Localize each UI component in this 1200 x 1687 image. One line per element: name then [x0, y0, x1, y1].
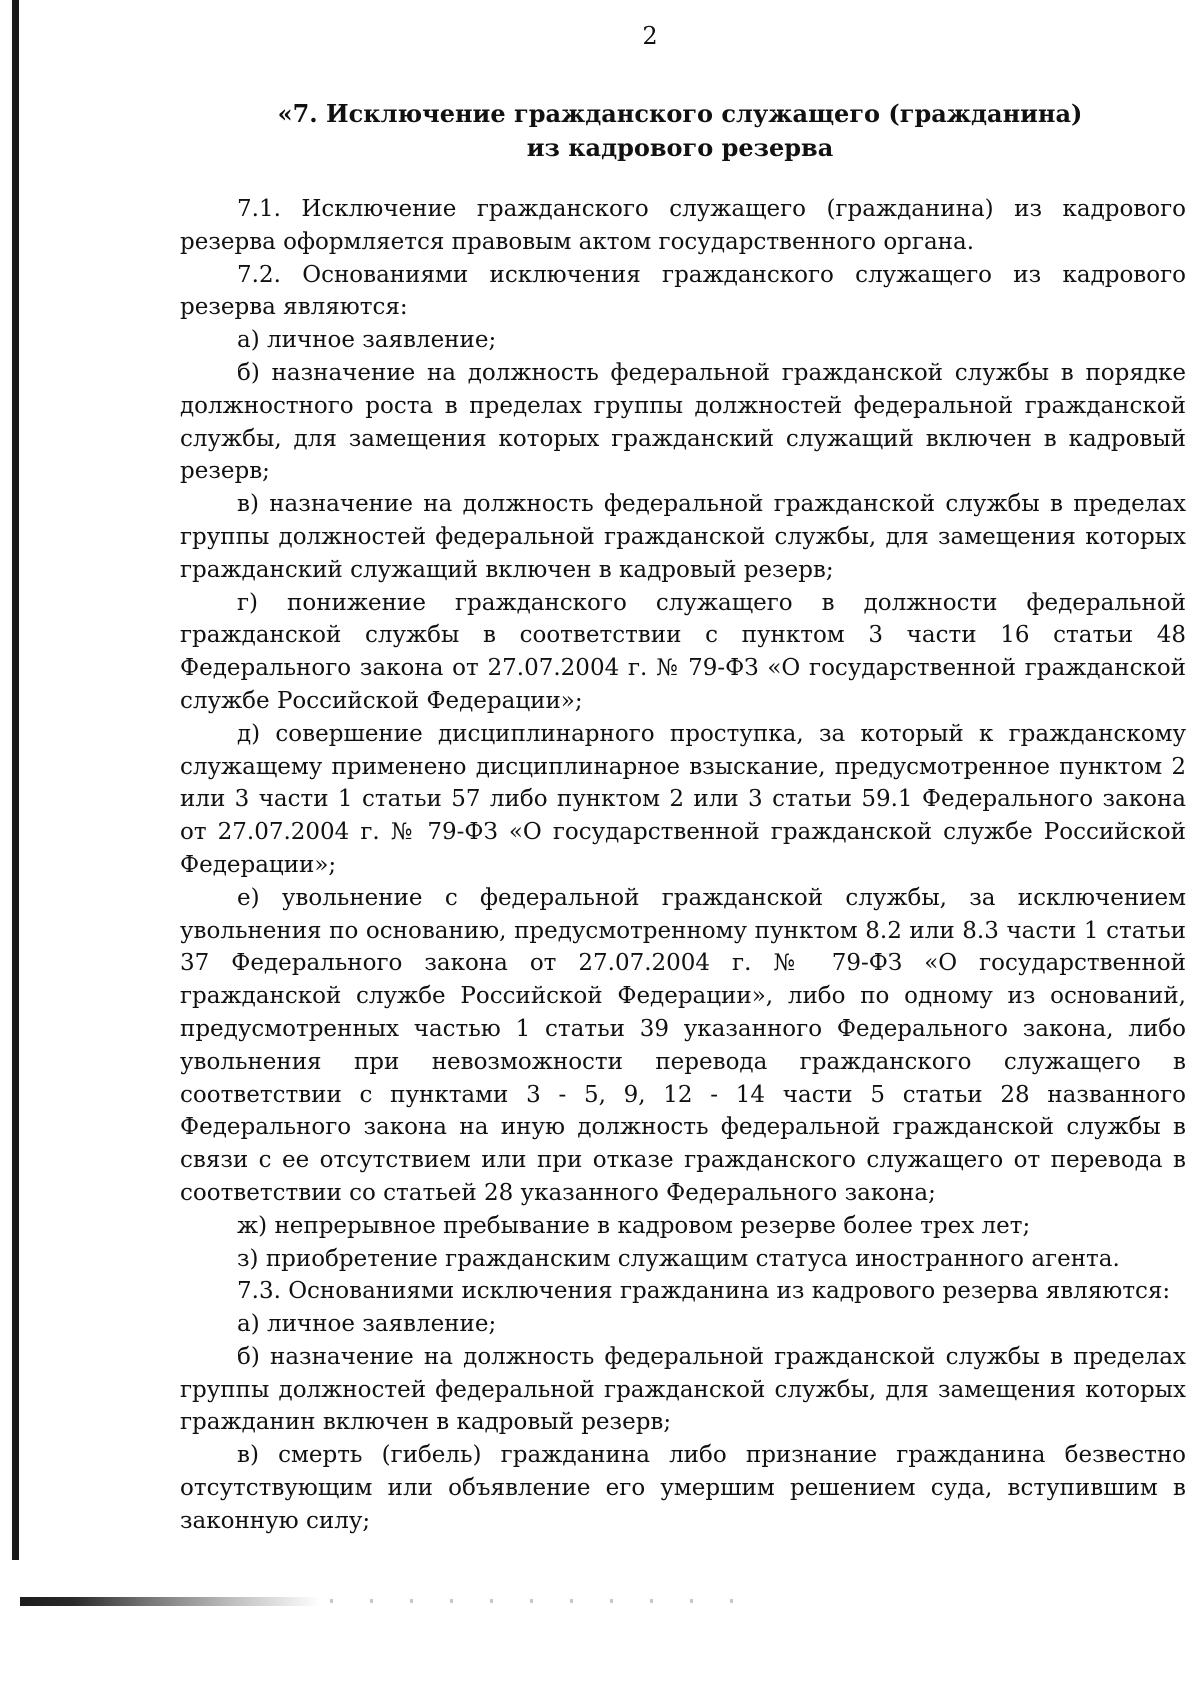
- scan-dots-mark: [330, 1599, 750, 1603]
- scan-edge-mark: [12, 0, 19, 1560]
- section-heading-line-2: из кадрового резерва: [526, 133, 834, 162]
- section-heading: [180, 97, 1180, 165]
- clause-7-2-b: б) назначение на должность федеральной гражданской службы в порядке должностного роста в пределах группы должностей федеральной гражданской службы, для замещения которых гражданский служащий включен в кадровый резерв;: [180, 359, 1186, 485]
- clause-7-3-v: в) смерть (гибель) гражданина либо признание гражданина безвестно отсутствующим или объявление его умершим решением суда, вступившим в законную силу;: [180, 1442, 1186, 1534]
- clause-7-2-e: е) увольнение с федеральной гражданской службы, за исключением увольнения по основанию, предусмотренному пунктом 8.2 или 8.3 части 1 статьи 37 Федерального закона от 27.07.2004 г. № 79-ФЗ «О государственной гражданской службе Российской Федерации», либо по одному из оснований, предусмотренных частью 1 статьи 39 указанного Федерального закона, либо увольнения при невозможности перевода гражданского служащего в соответствии с пунктами 3 - 5, 9, 12 - 14 части 5 статьи 28 названного Федерального закона на иную должность федеральной гражданской службы в связи с ее отсутствием или при отказе гражданского служащего от перевода в соответствии со статьей 28 указанного Федерального закона;: [180, 884, 1186, 1206]
- clause-7-2-v: в) назначение на должность федеральной гражданской службы в пределах группы должностей федеральной гражданской службы, для замещения которых гражданский служащий включен в кадровый резерв;: [180, 491, 1186, 583]
- clause-7-3-a: а) личное заявление;: [237, 1311, 497, 1338]
- scan-smudge-mark: [20, 1597, 320, 1606]
- clause-7-3-b: б) назначение на должность федеральной гражданской службы в пределах группы должностей федеральной гражданской службы, для замещения которых гражданин включен в кадровый резерв;: [180, 1343, 1186, 1436]
- clause-7-2-a: а) личное заявление;: [237, 327, 497, 354]
- clause-7-2-zh: ж) непрерывное пребывание в кадровом резерве более трех лет;: [237, 1212, 1031, 1239]
- clause-7-3: 7.3. Основаниями исключения гражданина из кадрового резерва являются:: [237, 1278, 1171, 1305]
- clause-7-1: 7.1. Исключение гражданского служащего (гражданина) из кадрового резерва оформляется правовым актом государственного органа.: [180, 196, 1186, 255]
- clause-7-2: 7.2. Основаниями исключения гражданского служащего из кадрового резерва являются:: [180, 261, 1186, 321]
- section-heading-line-1: «7. Исключение гражданского служащего (гражданина): [277, 99, 1083, 128]
- clause-7-2-d: д) совершение дисциплинарного проступка, за который к гражданскому служащему применено дисциплинарное взыскание, предусмотренное пунктом 2 или 3 части 1 статьи 57 либо пунктом 2 или 3 статьи 59.1 Федерального закона от 27.07.2004 г. № 79-ФЗ «О государственной гражданской службе Российской Федерации»;: [180, 720, 1186, 878]
- page-number: 2: [642, 22, 658, 50]
- clause-7-2-g: г) понижение гражданского служащего в должности федеральной гражданской службы в соответствии с пунктом 3 части 16 статьи 48 Федерального закона от 27.07.2004 г. № 79-ФЗ «О государственной гражданской службе Российской Федерации»;: [180, 589, 1186, 714]
- document-body: [180, 193, 1186, 1538]
- clause-7-2-z: з) приобретение гражданским служащим статуса иностранного агента.: [237, 1245, 1120, 1272]
